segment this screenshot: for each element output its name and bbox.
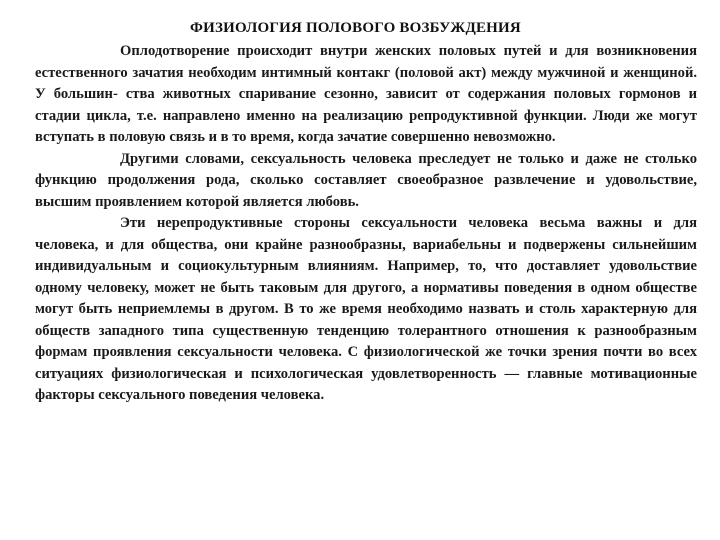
document-title: ФИЗИОЛОГИЯ ПОЛОВОГО ВОЗБУЖДЕНИЯ [190,20,521,36]
paragraph-nonreproductive-aspects: Эти нерепродуктивные стороны сексуальности человека весьма важны и для человека, и для общества, они крайне разнообразны, вариабельны и подвержены сильнейшим индивидуальным и социокультурным влияниям. Например, то, что доставляет удовольствие одному человеку, может не быть таковым для другого, а нормативы поведения в одном обществе могут быть неприемлемы в другом. В то же время необходимо назвать и столь характерную для обществ западного типа существенную тенденцию толерантного отношения к разнообразным формам проявления сексуальности человека. С физиологической же точки зрения почти во всех ситуациях физиологическая и психологическая удовлетворенность — главные мотивационные факторы сексуального поведения человека. [35,215,697,403]
paragraph-sexuality-purpose: Другими словами, сексуальность человека преследует не только и даже не столько функцию продолжения рода, сколько составляет своеобразное развлечение и удовольствие, высшим проявлением которой является любовь. [35,150,697,210]
paragraph-fertilization: Оплодотворение происходит внутри женских половых путей и для возникновения естественного зачатия необходим интимный контакг (половой акт) между мужчиной и женщиной. У большин- ства животных спаривание сезонно, зависит от содержания половых гормонов и стадии цикла, т.е. направлено именно на реализацию репродуктивной функции. Люди же могут вступать в половую связь и в то время, когда зачатие совершенно невозможно. [35,43,697,145]
